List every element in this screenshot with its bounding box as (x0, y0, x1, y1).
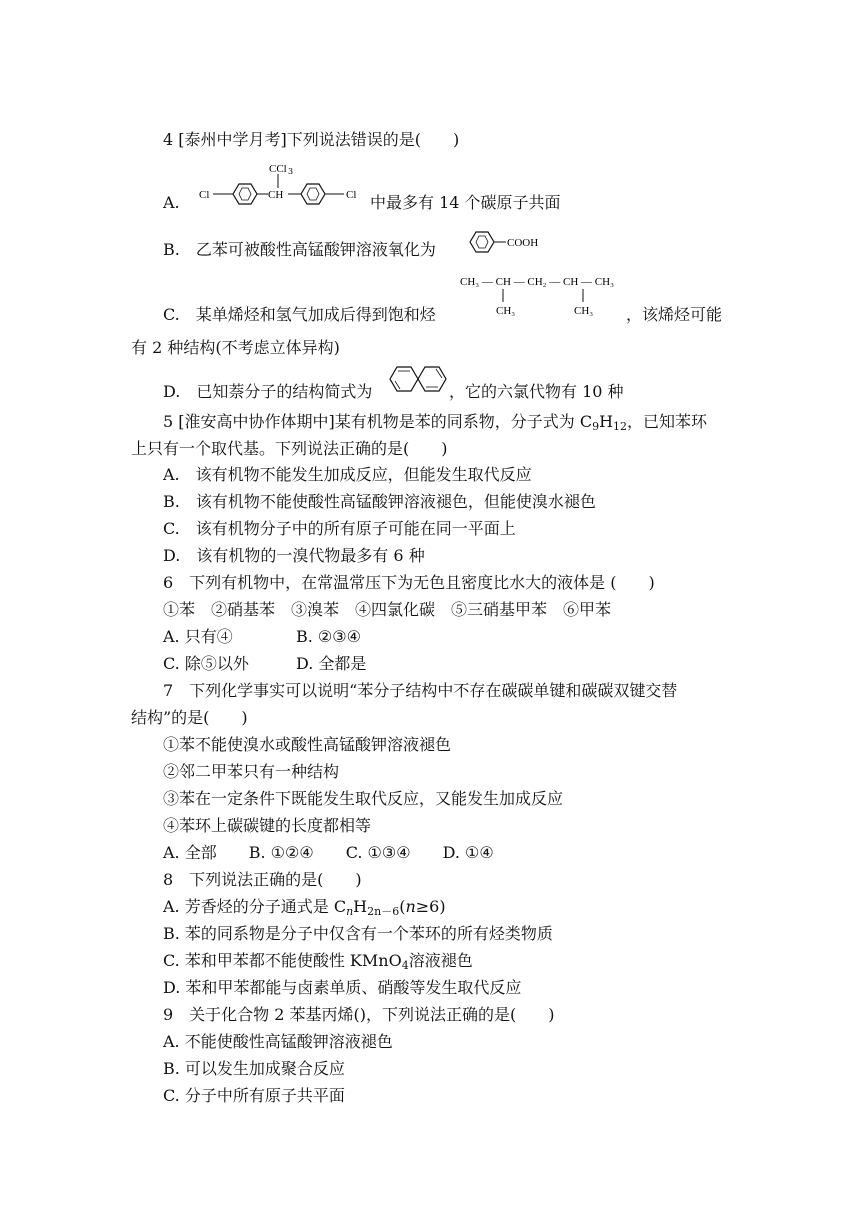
q7-fact-4: ④苯环上碳碳键的长度都相等 (163, 816, 372, 835)
q7-stem-line1: 7 下列化学事实可以说明“苯分子结构中不存在碳碳单键和碳碳双键交替 (163, 681, 678, 700)
q4-option-b-text: B. 乙苯可被酸性高锰酸钾溶液氧化为 (163, 240, 436, 259)
q4-option-c-text: C. 某单烯烃和氢气加成后得到饱和烃 (163, 305, 436, 324)
q4-a-cl-right: Cl (346, 189, 357, 201)
q6-option-d: D. 全都是 (296, 654, 367, 673)
q4-option-a-label: A. (163, 193, 180, 212)
q4-a-cl-left: Cl (199, 189, 210, 201)
q4-c-branch-2: CH₃ (574, 305, 594, 317)
q4-option-d-text2: ，它的六氯代物有 10 种 (449, 382, 624, 401)
q6-option-b: B. ②③④ (296, 627, 361, 646)
q7-stem-line2: 结构”的是( ) (131, 708, 248, 727)
q8-option-a: A. 芳香烃的分子通式是 $C_nH_{2n-6}(n\ge 6)$ (163, 897, 446, 918)
q6-option-c: C. 除⑤以外 (163, 654, 249, 673)
q4-b-cooh: COOH (507, 237, 539, 249)
q4-option-c-text3: 有 2 种结构(不考虑立体异构) (131, 338, 340, 357)
q4-a-ch: CH (268, 189, 284, 201)
q5-option-b: B. 该有机物不能使酸性高锰酸钾溶液褪色，但能使溴水褪色 (163, 492, 596, 511)
q5-stem-line1: 5 [淮安高中协作体期中]某有机物是苯的同系物，分子式为 $C_9H_{12}$，已知苯环 (163, 412, 708, 433)
q5-option-d: D. 该有机物的一溴代物最多有 6 种 (163, 546, 425, 565)
q8-option-d: D. 苯和甲苯都能与卤素单质、硝酸等发生取代反应 (163, 978, 522, 997)
q8-stem: 8 下列说法正确的是( ) (163, 870, 362, 889)
q4-b-benzoic-acid (466, 226, 556, 260)
q6-stem: 6 下列有机物中，在常温常压下为无色且密度比水大的液体是 ( ) (163, 573, 655, 592)
q7-options: A. 全部 B. ①②④ C. ①③④ D. ①④ (163, 843, 494, 862)
q4-c-structure (458, 272, 638, 318)
q7-fact-1: ①苯不能使溴水或酸性高锰酸钾溶液褪色 (163, 735, 452, 754)
q4-option-c-text2: ，该烯烃可能 (626, 305, 723, 324)
q4-a-structure (196, 160, 366, 216)
q8-option-b: B. 苯的同系物是分子中仅含有一个苯环的所有烃类物质 (163, 924, 553, 943)
q9-option-b: B. 可以发生加成聚合反应 (163, 1059, 345, 1078)
q4-a-ccl3: CCl (269, 163, 287, 175)
q9-stem: 9 关于化合物 2 苯基丙烯()，下列说法正确的是( ) (163, 1005, 555, 1024)
q4-c-branch-1: CH₃ (496, 305, 516, 317)
q4-option-d-text: D. 已知萘分子的结构简式为 (163, 382, 373, 401)
q4-option-a-text: 中最多有 14 个碳原子共面 (370, 193, 561, 212)
q5-stem-line2: 上只有一个取代基。下列说法正确的是( ) (131, 439, 448, 458)
q6-items: ①苯 ②硝基苯 ③溴苯 ④四氯化碳 ⑤三硝基甲苯 ⑥甲苯 (163, 600, 612, 619)
q5-option-c: C. 该有机物分子中的所有原子可能在同一平面上 (163, 519, 516, 538)
q4-c-main-chain: CH₃ — CH — CH₂ — CH — CH₃ (460, 276, 614, 288)
q4-stem: 4 [泰州中学月考]下列说法错误的是( ) (163, 130, 460, 149)
q7-fact-2: ②邻二甲苯只有一种结构 (163, 762, 340, 781)
q6-option-a: A. 只有④ (163, 627, 233, 646)
q5-option-a: A. 该有机物不能发生加成反应，但能发生取代反应 (163, 465, 532, 484)
q9-option-a: A. 不能使酸性高锰酸钾溶液褪色 (163, 1032, 393, 1051)
q8-option-c: C. 苯和甲苯都不能使酸性 KMnO$_4$溶液褪色 (163, 951, 473, 972)
q9-option-c: C. 分子中所有原子共平面 (163, 1086, 345, 1105)
q7-fact-3: ③苯在一定条件下既能发生取代反应，又能发生加成反应 (163, 789, 564, 808)
q4-a-ccl3-sub: 3 (288, 167, 294, 176)
naphthalene-structure (388, 360, 448, 398)
